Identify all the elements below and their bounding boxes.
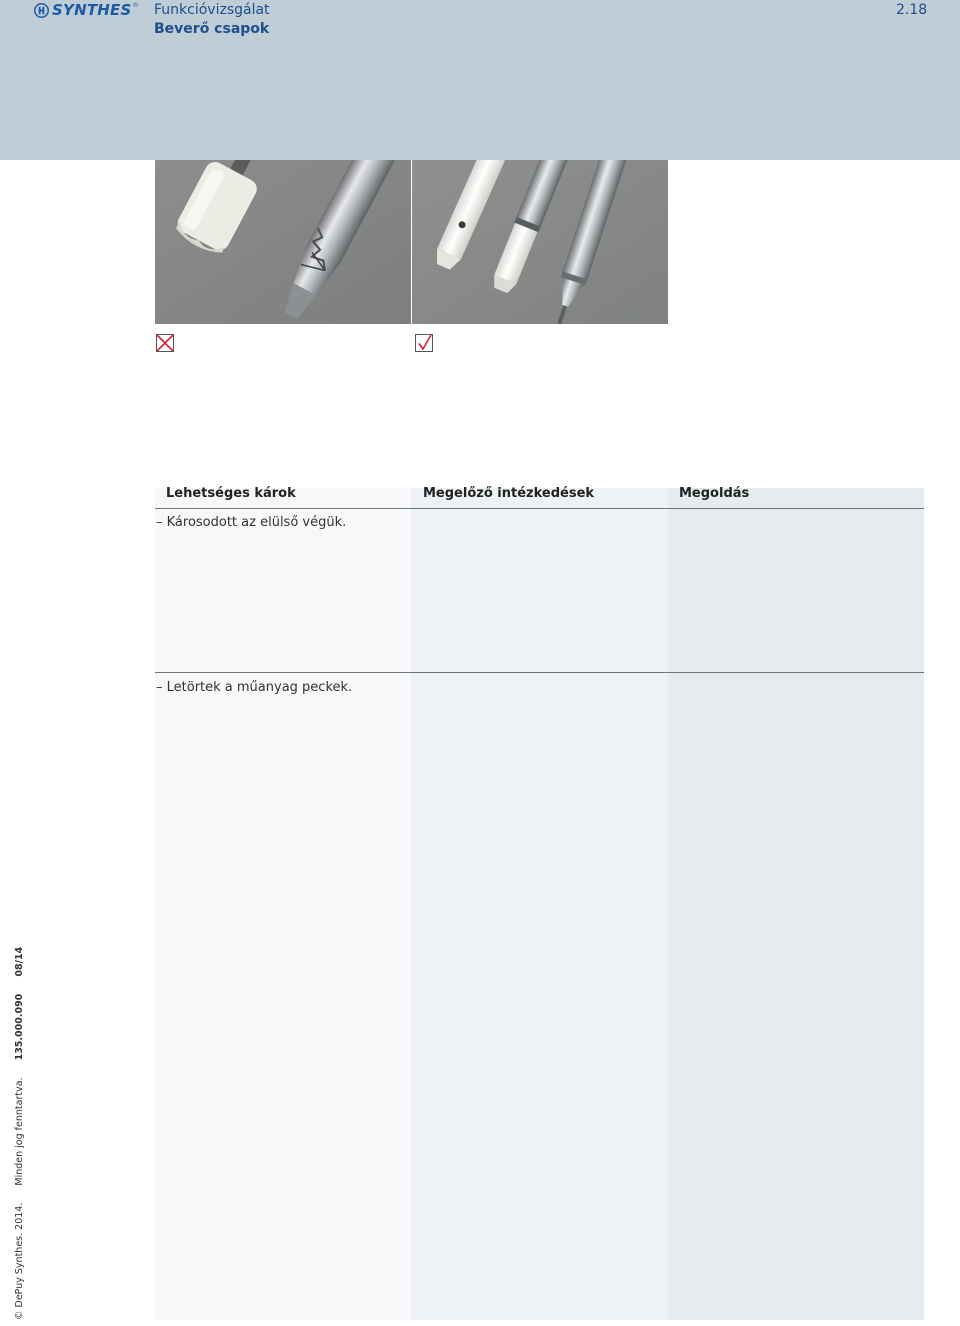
brand-registered-mark: ®	[132, 1, 139, 9]
page-number: 2.18	[896, 2, 928, 18]
damaged-pin-photo	[155, 160, 411, 324]
reject-x-icon	[156, 334, 174, 352]
page-header	[0, 0, 960, 160]
table-row-damage-text: – Letörtek a műanyag peckek.	[156, 680, 353, 695]
footer-date: 08/14	[14, 946, 25, 977]
table-row-divider	[155, 672, 924, 673]
intact-pins-photo	[412, 160, 668, 324]
table-column-prevention	[411, 488, 668, 1320]
document-subtitle: Beverő csapok	[154, 21, 270, 37]
brand-name: SYNTHES	[52, 1, 132, 19]
table-header-solution: Megoldás	[679, 486, 750, 501]
table-header-prevention: Megelőző intézkedések	[423, 486, 595, 501]
footer-code: 135.000.090	[14, 993, 25, 1061]
table-header-damage: Lehetséges károk	[166, 486, 296, 501]
footer-copyright: © DePuy Synthes. 2014.	[14, 1202, 25, 1320]
table-column-damage	[155, 488, 411, 1320]
synthes-emblem-icon	[34, 3, 49, 18]
vertical-footer	[14, 933, 25, 1320]
table-column-solution	[668, 488, 924, 1320]
accept-check-icon	[415, 334, 433, 352]
document-title: Funkcióvizsgálat	[154, 2, 270, 18]
table-header-rule	[155, 508, 924, 509]
footer-rights: Minden jog fenntartva.	[14, 1077, 25, 1186]
synthes-logo	[34, 1, 138, 19]
table-row-damage-text: – Károsodott az elülső végük.	[156, 515, 347, 530]
